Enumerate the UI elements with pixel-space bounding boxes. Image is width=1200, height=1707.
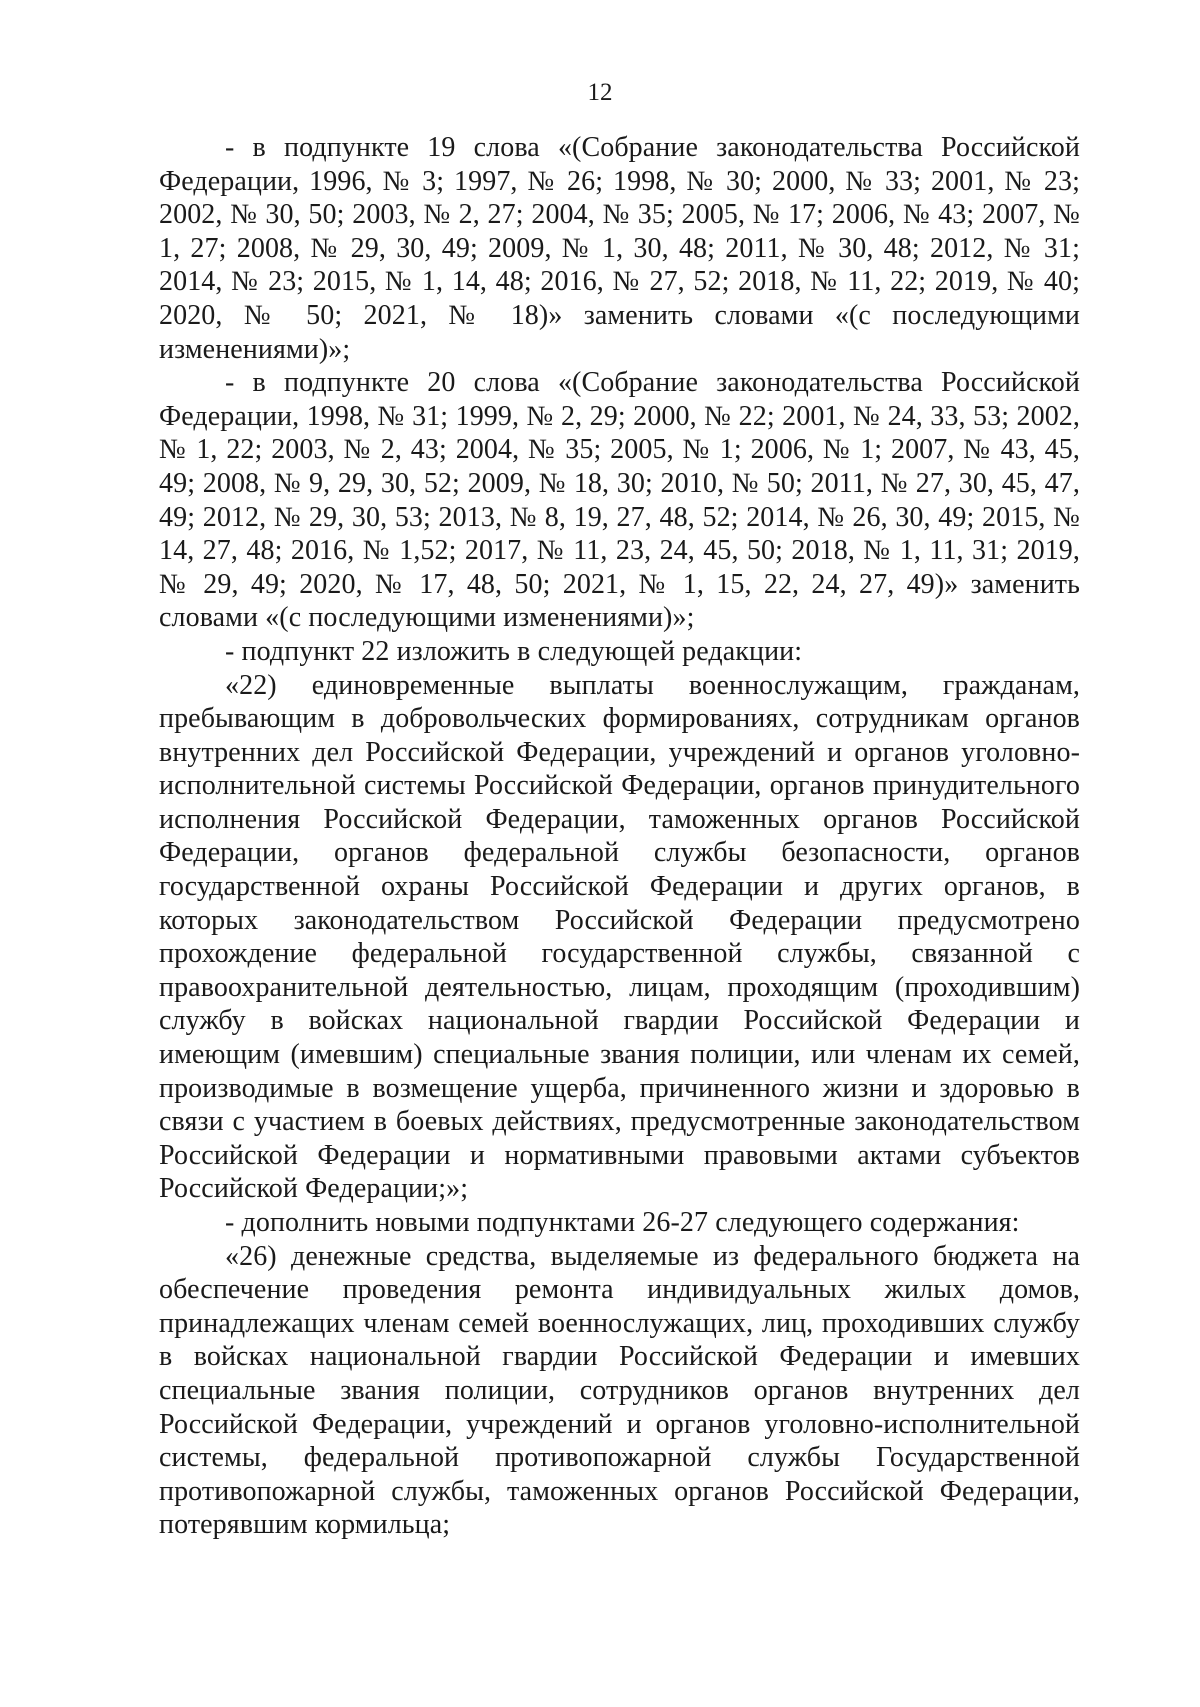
paragraph-subitem-26-text: «26) денежные средства, выделяемые из федерального бюджета на обеспечение проведения ремонта индивидуальных жилых домов, принадлежащих членам семей военнослужащих, лиц, проходивших службу в войсках национальной гвардии Российской Федерации и имевших специальные звания полиции, сотрудников органов внутренних дел Российской Федерации, учреждений и органов уголовно-исполнительной системы, федеральной противопожарной службы Государственной противопожарной службы, таможенных органов Российской Федерации, потерявшим кормильца; [159,1240,1080,1541]
document-body [159,131,1080,1542]
paragraph-subitem-22-intro: - подпункт 22 изложить в следующей редакции: [225,635,803,667]
page-number: 12 [587,79,613,106]
paragraph-new-subitems-intro: - дополнить новыми подпунктами 26-27 следующего содержания: [225,1207,1020,1238]
paragraph-subitem-19: - в подпункте 19 слова «(Собрание законодательства Российской Федерации, 1996, № 3; 1997, № 26; 1998, № 30; 2000, № 33; 2001, № 23; 2002, № 30, 50; 2003, № 2, 27; 2004, № 35; 2005, № 17; 2006, № 43; 2007, № 1, 27; 2008, № 29, 30, 49; 2009, № 1, 30, 48; 2011, № 30, 48; 2012, № 31; 2014, № 23; 2015, № 1, 14, 48; 2016, № 27, 52; 2018, № 11, 22; 2019, № 40; 2020, № 50; 2021, № 18)» заменить словами «(с последующими изменениями)»; [159,132,1080,365]
paragraph-subitem-20: - в подпункте 20 слова «(Собрание законодательства Российской Федерации, 1998, № 31; 1999, № 2, 29; 2000, № 22; 2001, № 24, 33, 53; 2002, № 1, 22; 2003, № 2, 43; 2004, № 35; 2005, № 1; 2006, № 1; 2007, № 43, 45, 49; 2008, № 9, 29, 30, 52; 2009, № 18, 30; 2010, № 50; 2011, № 27, 30, 45, 47, 49; 2012, № 29, 30, 53; 2013, № 8, 19, 27, 48, 52; 2014, № 26, 30, 49; 2015, № 14, 27, 48; 2016, № 1,52; 2017, № 11, 23, 24, 45, 50; 2018, № 1, 11, 31; 2019, № 29, 49; 2020, № 17, 48, 50; 2021, № 1, 15, 22, 24, 27, 49)» заменить словами «(с последующими изменениями)»; [159,367,1080,634]
paragraph-subitem-22-text: «22) единовременные выплаты военнослужащим, гражданам, пребывающим в добровольческих формированиях, сотрудникам органов внутренних дел Российской Федерации, учреждений и органов уголовно-исполнительной системы Российской Федерации, органов принудительного исполнения Российской Федерации, таможенных органов Российской Федерации, органов федеральной службы безопасности, органов государственной охраны Российской Федерации и других органов, в которых законодательством Российской Федерации предусмотрено прохождение федеральной государственной службы, связанной с правоохранительной деятельностью, лицам, проходящим (проходившим) службу в войсках национальной гвардии Российской Федерации и имеющим (имевшим) специальные звания полиции, или членам их семей, производимые в возмещение ущерба, причиненного жизни и здоровью в связи с участием в боевых действиях, предусмотренные законодательством Российской Федерации и нормативными правовыми актами субъектов Российской Федерации;»; [159,669,1080,1205]
